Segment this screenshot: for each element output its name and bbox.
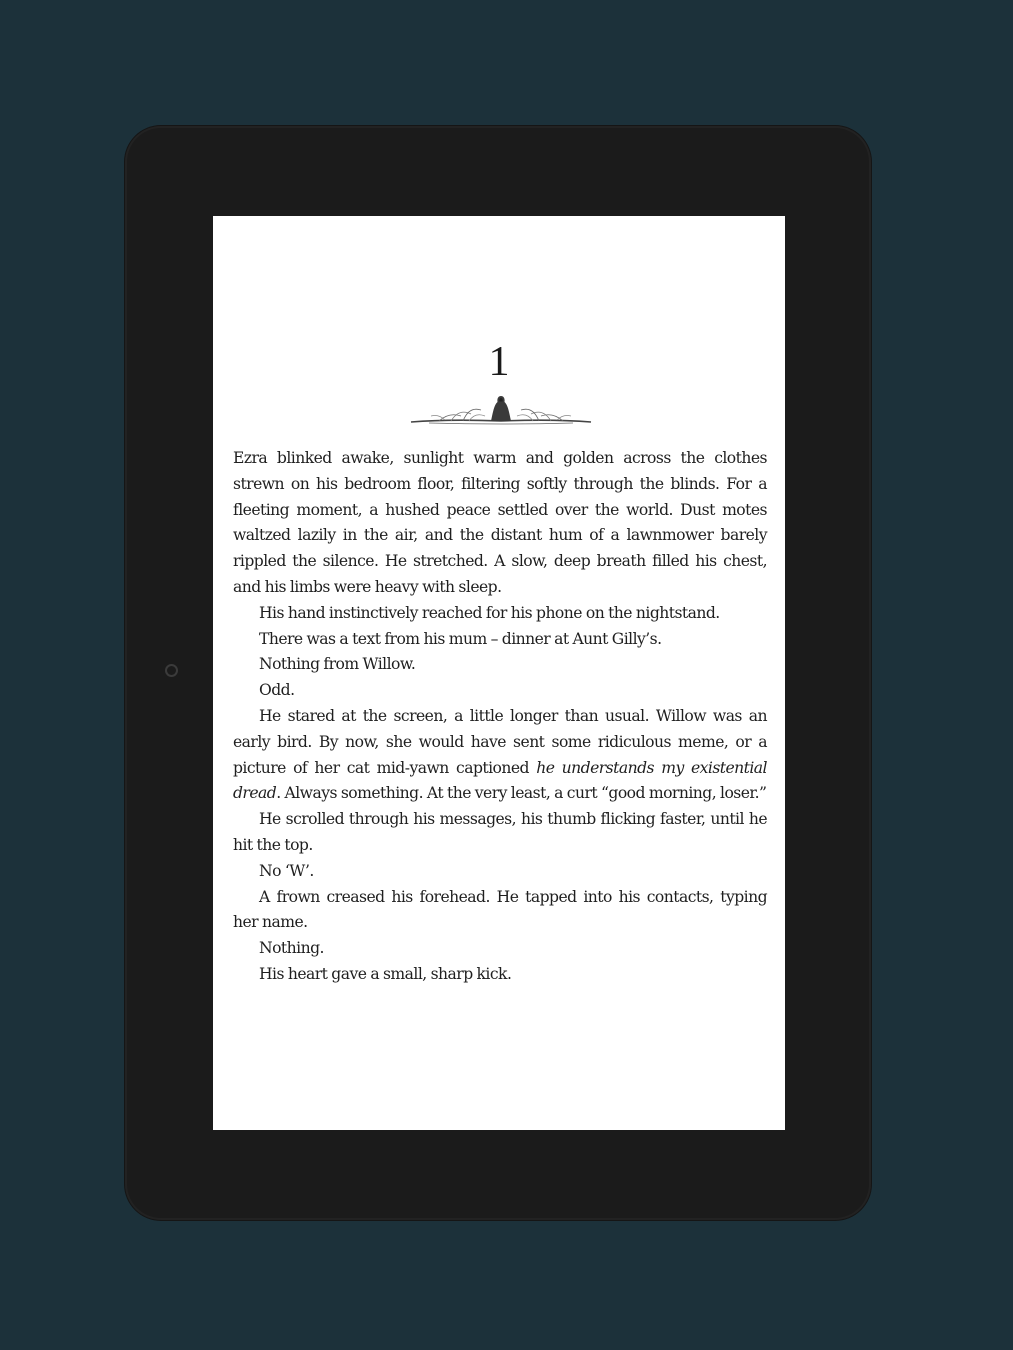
- paragraph: Odd.: [259, 681, 295, 700]
- ornamental-flourish-icon: [409, 392, 593, 428]
- camera-icon: [165, 664, 178, 677]
- paragraph-text: . Always something. At the very least, a curt “good morning, loser.”: [276, 784, 767, 803]
- paragraph: No ‘W’.: [259, 861, 314, 880]
- ereader-device: [125, 126, 871, 1220]
- paragraph: Nothing.: [259, 939, 324, 958]
- italic-caption: he understands my existential dread: [233, 758, 767, 803]
- reader-page[interactable]: [213, 216, 785, 1130]
- paragraph: Nothing from Willow.: [259, 655, 416, 674]
- paragraph-text: He stared at the screen, a little longer than usual. Willow was an early bird. By now, she would have sent some ridiculous meme, or a picture of her cat mid-yawn captioned: [233, 706, 767, 777]
- paragraph: His heart gave a small, sharp kick.: [259, 964, 512, 983]
- paragraph: [233, 704, 767, 807]
- paragraph: Ezra blinked awake, sunlight warm and golden across the clothes strewn on his bedroom floor, filtering softly through the blinds. For a fleeting moment, a hushed peace settled over the world. Dust motes waltzed lazily in the air, and the distant hum of a lawnmower barely rippled the silence. He stretched. A slow, deep breath filled his chest, and his limbs were heavy with sleep.: [233, 449, 767, 596]
- paragraph: A frown creased his forehead. He tapped into his contacts, typing her name.: [233, 887, 767, 932]
- paragraph: There was a text from his mum – dinner at Aunt Gilly’s.: [259, 629, 662, 648]
- paragraph: His hand instinctively reached for his phone on the nightstand.: [259, 603, 720, 622]
- paragraph: He scrolled through his messages, his thumb flicking faster, until he hit the top.: [233, 810, 767, 854]
- chapter-number: 1: [488, 339, 510, 385]
- chapter-text: [233, 446, 767, 988]
